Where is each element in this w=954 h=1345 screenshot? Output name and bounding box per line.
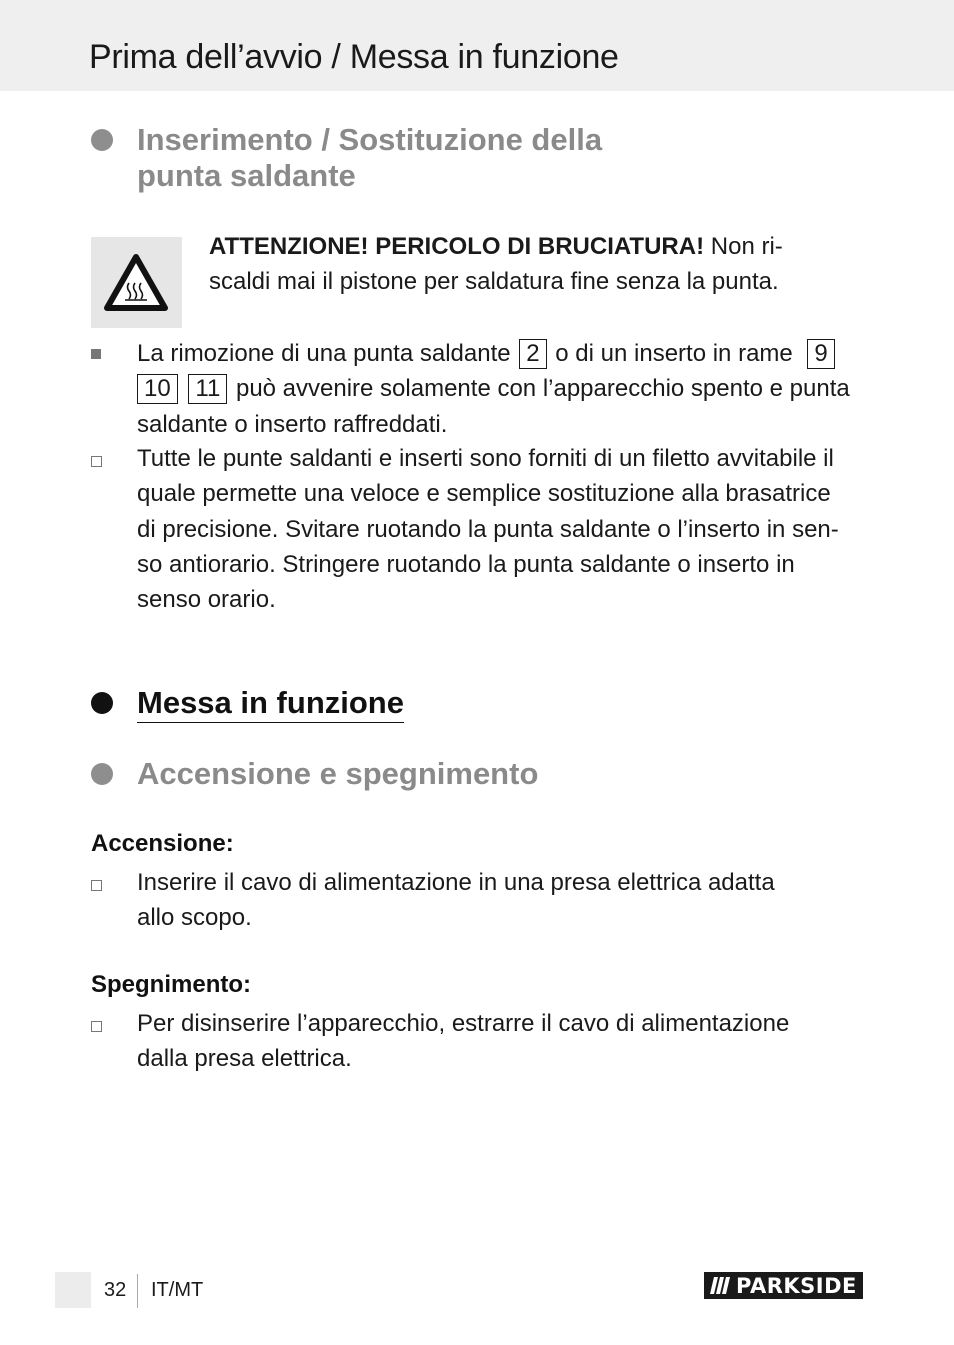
grey-bullet-dot: [91, 763, 113, 785]
outline-square-bullet: [91, 456, 102, 467]
heading-line-1: Inserimento / Sostituzione della: [137, 122, 603, 157]
section-heading-text: [137, 122, 602, 194]
outline-square-bullet: [91, 880, 102, 891]
hot-surface-warning-icon: [103, 253, 169, 313]
section-heading-text: [137, 685, 404, 721]
warning-text-rest: Non ri-: [704, 233, 783, 260]
ref-box: 11: [188, 374, 227, 404]
heading-line-2: punta saldante: [137, 158, 356, 193]
item-line: Inserire il cavo di alimentazione in una presa elettrica adatta: [137, 869, 775, 896]
footer-grey-box: [55, 1272, 91, 1308]
warning-icon-box: [91, 237, 182, 328]
page-number: 32: [104, 1279, 127, 1301]
brand-name: PARKSIDE: [736, 1273, 857, 1298]
logo-stripes-icon: [704, 1272, 734, 1299]
list-item-removal: [137, 336, 867, 442]
ref-box: 2: [519, 339, 546, 369]
page-title: Prima dell’avvio / Messa in funzione: [89, 38, 619, 76]
item-line: senso orario.: [137, 586, 276, 614]
item-text: o di un inserto in rame: [548, 340, 800, 367]
warning-bold: ATTENZIONE! PERICOLO DI BRUCIATURA!: [209, 233, 705, 260]
warning-line-2: scaldi mai il pistone per saldatura fine senza la punta.: [209, 268, 779, 296]
grey-bullet-dot: [91, 129, 113, 151]
list-item-spegnimento: [137, 1006, 867, 1077]
black-bullet-dot: [91, 692, 113, 714]
warning-text: [209, 229, 859, 300]
list-item-threads: [137, 441, 867, 617]
footer-separator: [137, 1274, 138, 1308]
filled-square-bullet: [91, 349, 101, 359]
item-line: dalla presa elettrica.: [137, 1045, 352, 1073]
ref-box: 9: [807, 339, 834, 369]
item-text: può avvenire solamente con l’apparecchio spento e punta: [229, 375, 850, 403]
item-text: La rimozione di una punta saldante: [137, 340, 518, 367]
parkside-logo: [704, 1272, 863, 1299]
item-line: quale permette una veloce e semplice sostituzione alla brasatrice: [137, 480, 831, 508]
item-line: Per disinserire l’apparecchio, estrarre il cavo di alimentazione: [137, 1010, 790, 1037]
item-line: so antiorario. Stringere ruotando la punta saldante o inserto in: [137, 550, 795, 578]
list-item-accensione: [137, 865, 867, 936]
section-heading-text: Accensione e spegnimento: [137, 756, 539, 791]
subheading-spegnimento: Spegnimento:: [91, 971, 251, 998]
item-line: allo scopo.: [137, 904, 252, 932]
ref-box: 10: [137, 374, 178, 404]
item-line: Tutte le punte saldanti e inserti sono forniti di un filetto avvitabile il: [137, 445, 834, 472]
outline-square-bullet: [91, 1021, 102, 1032]
subheading-accensione: Accensione:: [91, 830, 234, 857]
language-code: IT/MT: [151, 1279, 204, 1301]
heading-underlined: Messa in funzione: [137, 685, 404, 723]
item-text: saldante o inserto raffreddati.: [137, 410, 448, 438]
item-line: di precisione. Svitare ruotando la punta saldante o l’inserto in sen-: [137, 515, 839, 543]
